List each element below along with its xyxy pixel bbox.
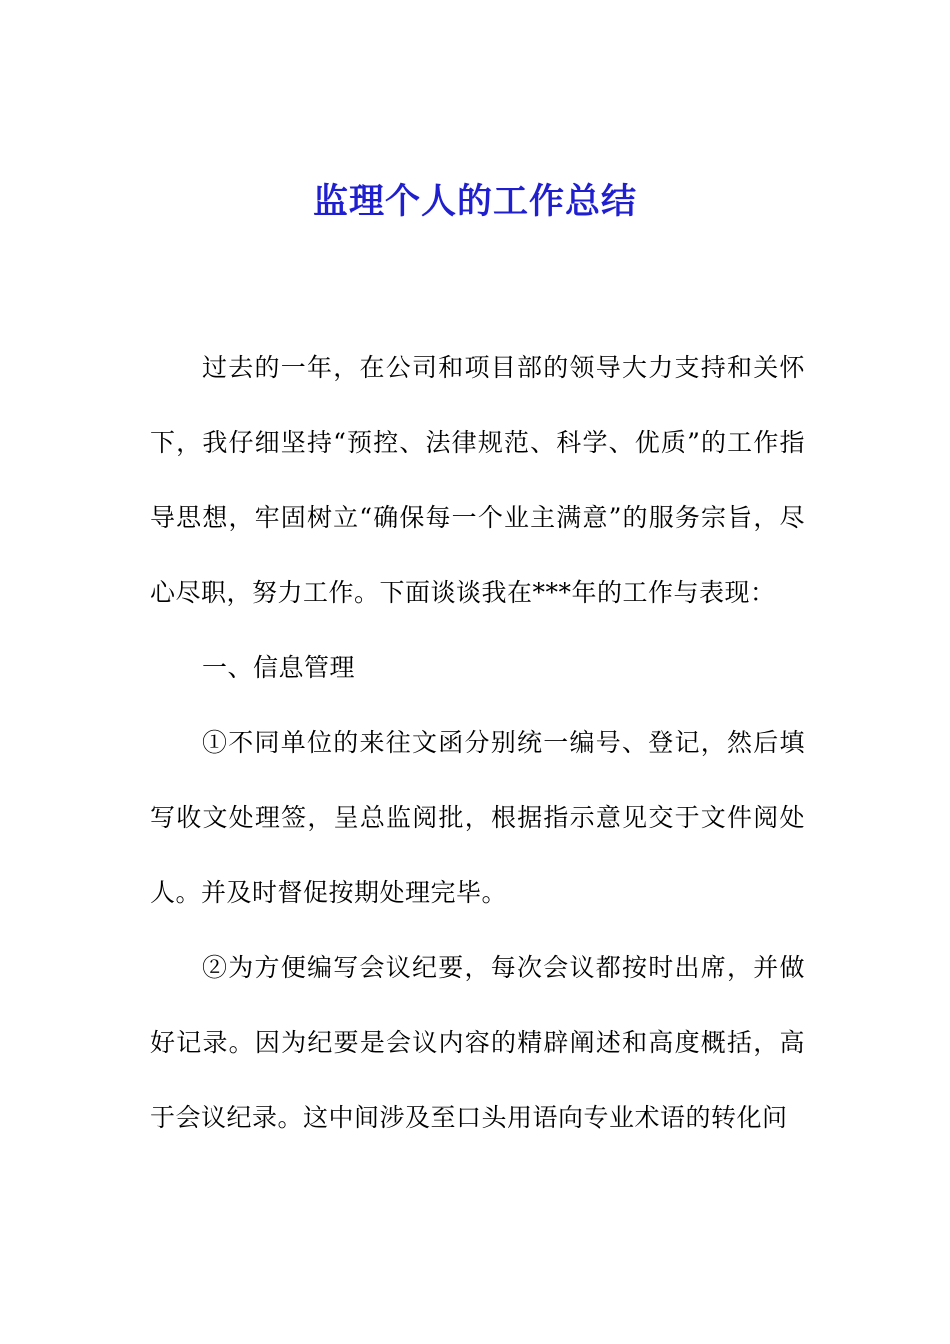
paragraph-item-2: ②为方便编写会议纪要，每次会议都按时出席，并做好记录。因为纪要是会议内容的精辟阐述和高度概括，高于会议纪录。这中间涉及至口头用语向专业术语的转化问 <box>150 953 805 1132</box>
document-title: 监理个人的工作总结 <box>312 182 637 222</box>
section-heading-info-management: 一、信息管理 <box>202 653 356 682</box>
document-body <box>150 330 805 1155</box>
paragraph-item-1: ①不同单位的来往文函分别统一编号、登记，然后填写收文处理签，呈总监阅批，根据指示意见交于文件阅处人。并及时督促按期处理完毕。 <box>150 728 805 907</box>
paragraph-intro: 过去的一年，在公司和项目部的领导大力支持和关怀下，我仔细坚持“预控、法律规范、科学、优质”的工作指导思想，牢固树立“确保每一个业主满意”的服务宗旨，尽心尽职，努力工作。下面谈谈我在***年的工作与表现： <box>150 353 805 607</box>
